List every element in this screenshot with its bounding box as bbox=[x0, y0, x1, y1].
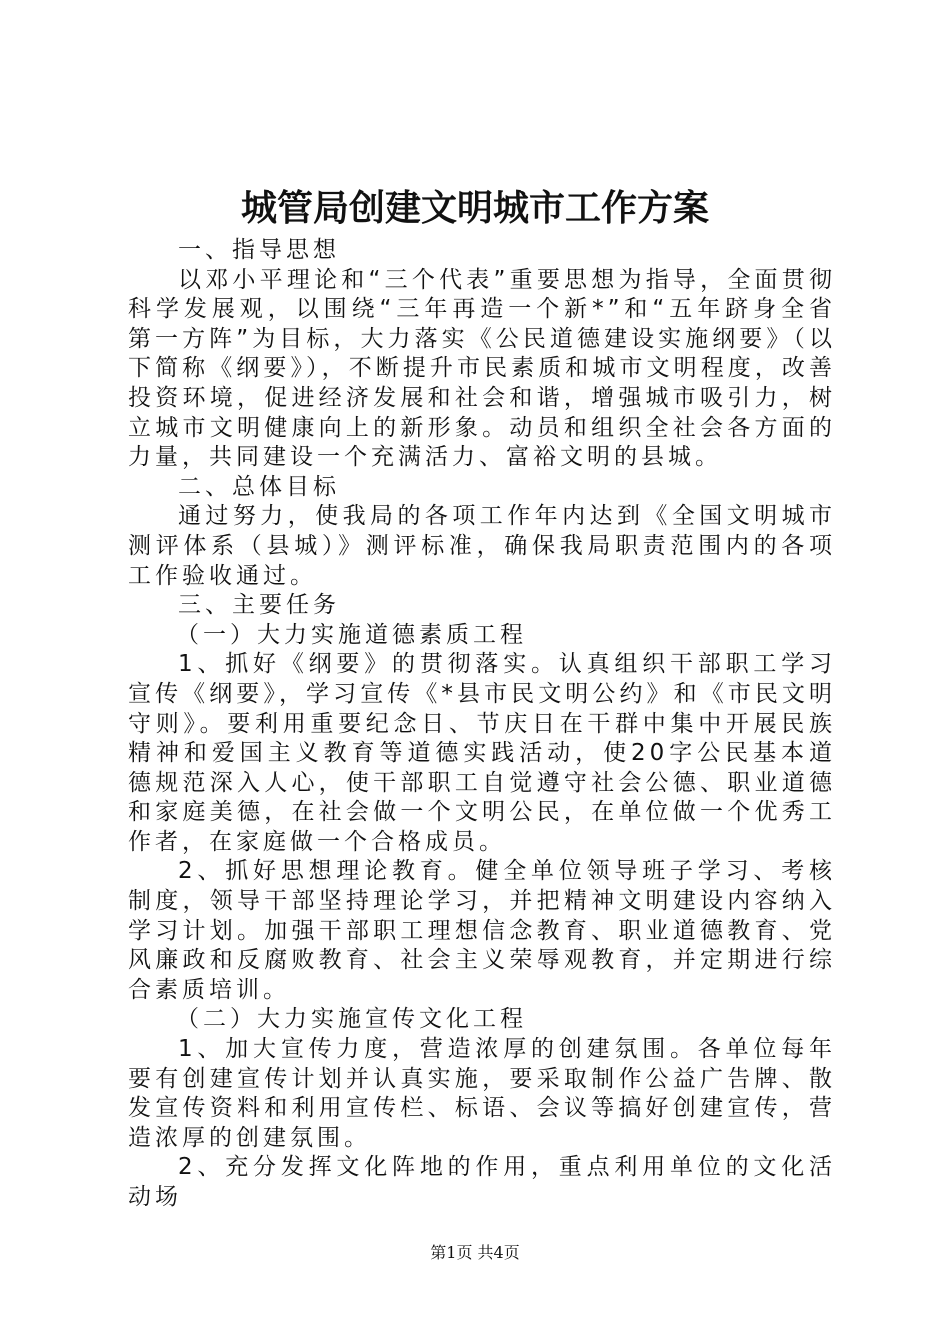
section-heading-main-tasks: 三、主要任务 bbox=[178, 592, 340, 619]
subsection-heading-publicity-culture: （二）大力实施宣传文化工程 bbox=[176, 1006, 527, 1033]
page-total: 共4页 bbox=[477, 1243, 520, 1262]
section-heading-overall-goal: 二、总体目标 bbox=[178, 473, 340, 500]
document-body bbox=[128, 236, 836, 1213]
paragraph-task-theory-education: 2、抓好思想理论教育。健全单位领导班子学习、考核制度，领导干部坚持理论学习，并把精神文明建设内容纳入学习计划。加强干部职工理想信念教育、职业道德教育、党风廉政和反腐败教育、社会主义荣辱观教育，并定期进行综合素质培训。 bbox=[128, 858, 836, 1003]
page-number: 第1页 bbox=[430, 1243, 473, 1262]
page-footer bbox=[0, 1241, 950, 1265]
paragraph-overall-goal: 通过努力，使我局的各项工作年内达到《全国文明城市测评体系（县城）》测评标准，确保我局职责范围内的各项工作验收通过。 bbox=[128, 503, 836, 589]
paragraph-guiding-ideology: 以邓小平理论和“三个代表”重要思想为指导，全面贯彻科学发展观，以围绕“三年再造一个新*”和“五年跻身全省第一方阵”为目标，大力落实《公民道德建设实施纲要》（以下简称《纲要》），不断提升市民素质和城市文明程度，改善投资环境，促进经济发展和社会和谐，增强城市吸引力，树立城市文明健康向上的新形象。动员和组织全社会各方面的力量，共同建设一个充满活力、富裕文明的县城。 bbox=[128, 266, 836, 471]
subsection-heading-moral-quality: （一）大力实施道德素质工程 bbox=[176, 621, 527, 648]
paragraph-task-publicity: 1、加大宣传力度，营造浓厚的创建氛围。各单位每年要有创建宣传计划并认真实施，要采取制作公益广告牌、散发宣传资料和利用宣传栏、标语、会议等搞好创建宣传，营造浓厚的创建氛围。 bbox=[128, 1036, 836, 1151]
document-title: 城管局创建文明城市工作方案 bbox=[240, 187, 709, 229]
paragraph-task-cultural-venues: 2、充分发挥文化阵地的作用，重点利用单位的文化活动场 bbox=[128, 1154, 836, 1210]
section-heading-guiding-ideology: 一、指导思想 bbox=[178, 237, 340, 263]
paragraph-task-outline-implementation: 1、抓好《纲要》的贯彻落实。认真组织干部职工学习宣传《纲要》，学习宣传《*县市民文明公约》和《市民文明守则》。要利用重要纪念日、节庆日在干群中集中开展民族精神和爱国主义教育等道德实践活动，使20字公民基本道德规范深入人心，使干部职工自觉遵守社会公德、职业道德和家庭美德，在社会做一个文明公民，在单位做一个优秀工作者，在家庭做一个合格成员。 bbox=[128, 651, 836, 855]
